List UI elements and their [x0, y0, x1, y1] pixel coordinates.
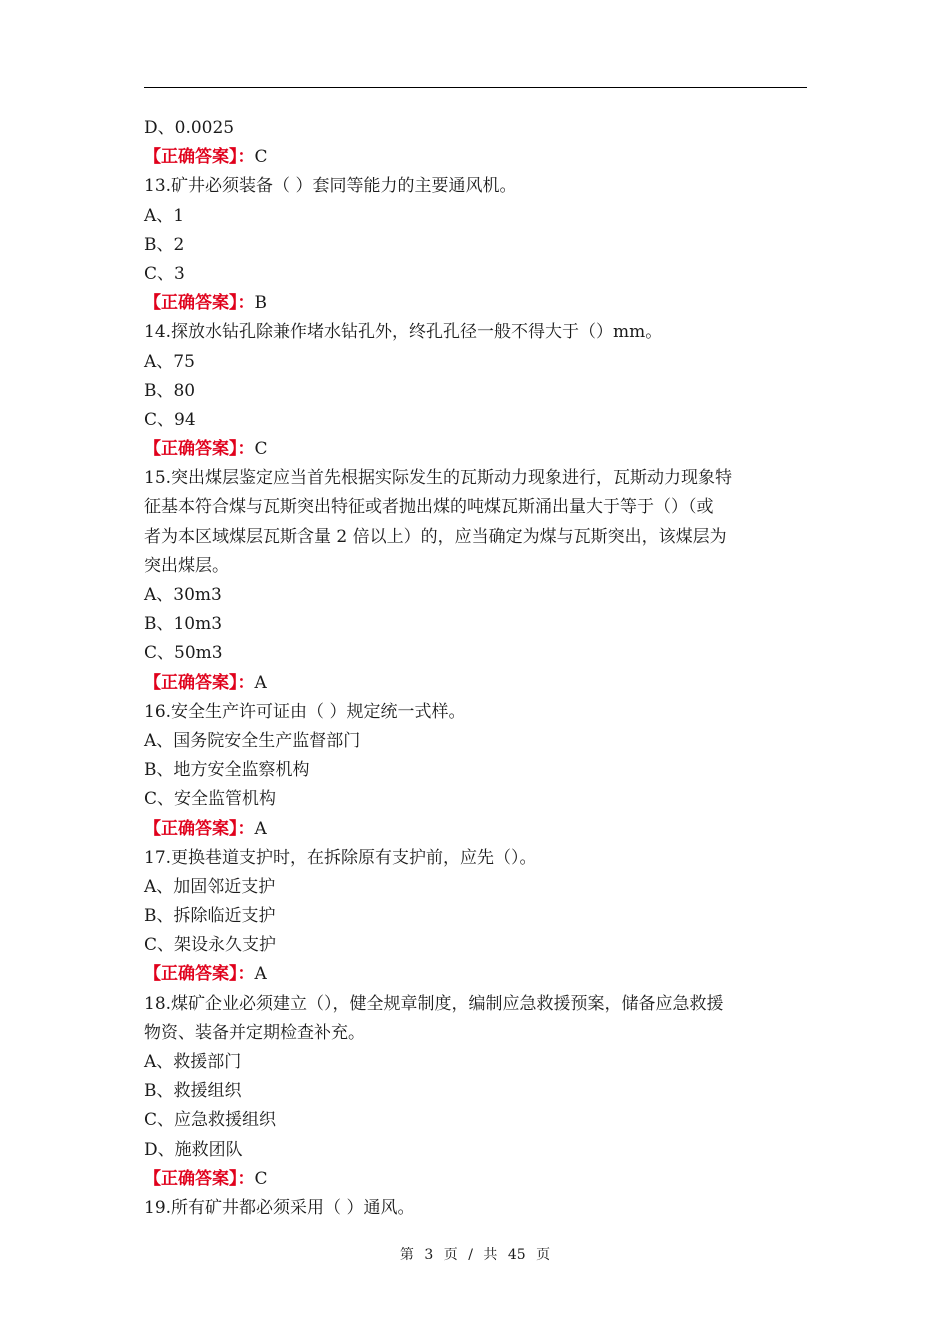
answer-label: 【正确答案】 [144, 672, 238, 693]
answer-label: 【正确答案】 [144, 147, 238, 168]
document-body [144, 114, 807, 1223]
answer-value: C [254, 1168, 268, 1189]
answer-line [144, 815, 807, 844]
option-line: D、0.0025 [144, 118, 235, 138]
footer-total-pages: 45 [507, 1247, 526, 1263]
header-rule [144, 87, 807, 88]
question-line: 17.更换巷道支护时，在拆除原有支护前，应先（）。 [144, 847, 537, 868]
question-line: 15.突出煤层鉴定应当首先根据实际发生的瓦斯动力现象进行，瓦斯动力现象特 [144, 468, 733, 489]
option-line: C、50m3 [144, 643, 223, 664]
answer-value: B [254, 293, 267, 314]
footer-total-prefix: 共 [483, 1247, 498, 1263]
question-line: 14.探放水钻孔除兼作堵水钻孔外，终孔孔径一般不得大于（）mm。 [144, 322, 663, 343]
footer-separator: / [468, 1247, 473, 1263]
answer-value: A [254, 672, 267, 693]
answer-line [144, 960, 807, 989]
answer-value: A [254, 818, 267, 839]
option-line: A、1 [144, 205, 185, 226]
option-line: B、80 [144, 380, 196, 401]
question-line: 者为本区域煤层瓦斯含量 2 倍以上）的，应当确定为煤与瓦斯突出，该煤层为 [144, 526, 727, 547]
option-line: B、2 [144, 234, 185, 255]
option-line: C、应急救援组织 [144, 1110, 277, 1131]
option-line: A、救援部门 [144, 1052, 242, 1072]
answer-label: 【正确答案】 [144, 818, 238, 839]
answer-line [144, 289, 807, 318]
question-line: 16.安全生产许可证由（ ）规定统一式样。 [144, 701, 466, 722]
answer-line [144, 669, 807, 698]
answer-value: A [254, 964, 267, 985]
answer-colon: ： [237, 672, 255, 693]
option-line: A、加固邻近支护 [144, 876, 276, 897]
option-line: C、安全监管机构 [144, 789, 277, 810]
question-line: 突出煤层。 [144, 555, 229, 576]
option-line: A、30m3 [144, 585, 222, 605]
answer-label: 【正确答案】 [144, 964, 238, 985]
option-line: D、施救团队 [144, 1139, 243, 1160]
footer-prefix: 第 [399, 1247, 414, 1263]
answer-colon: ： [237, 439, 255, 460]
answer-colon: ： [237, 147, 255, 168]
answer-line [144, 1165, 807, 1194]
answer-colon: ： [237, 964, 255, 985]
option-line: C、架设永久支护 [144, 935, 277, 956]
option-line: B、地方安全监察机构 [144, 760, 310, 781]
answer-colon: ： [237, 818, 255, 839]
option-line: B、10m3 [144, 614, 223, 635]
option-line: C、94 [144, 409, 196, 430]
option-line: B、拆除临近支护 [144, 906, 276, 927]
answer-line [144, 435, 807, 464]
footer-page-unit: 页 [443, 1247, 458, 1263]
page-footer [0, 1244, 950, 1264]
answer-colon: ： [237, 293, 255, 314]
option-line: B、救援组织 [144, 1081, 242, 1102]
answer-label: 【正确答案】 [144, 1168, 238, 1189]
question-line: 物资、装备并定期检查补充。 [144, 1022, 365, 1043]
question-line: 征基本符合煤与瓦斯突出特征或者抛出煤的吨煤瓦斯涌出量大于等于（）（或 [144, 497, 714, 518]
answer-line [144, 143, 807, 172]
answer-value: C [254, 439, 268, 460]
footer-page-number: 3 [424, 1247, 434, 1263]
answer-label: 【正确答案】 [144, 439, 238, 460]
option-line: C、3 [144, 263, 185, 284]
question-line: 13.矿井必须装备（ ）套同等能力的主要通风机。 [144, 176, 517, 197]
question-line: 18.煤矿企业必须建立（），健全规章制度，编制应急救援预案，储备应急救援 [144, 993, 724, 1014]
question-line: 19.所有矿井都必须采用（ ）通风。 [144, 1197, 415, 1218]
footer-total-unit: 页 [536, 1247, 551, 1263]
answer-label: 【正确答案】 [144, 293, 238, 314]
answer-value: C [254, 147, 268, 168]
option-line: A、75 [144, 351, 195, 372]
option-line: A、国务院安全生产监督部门 [144, 730, 361, 751]
answer-colon: ： [237, 1168, 255, 1189]
